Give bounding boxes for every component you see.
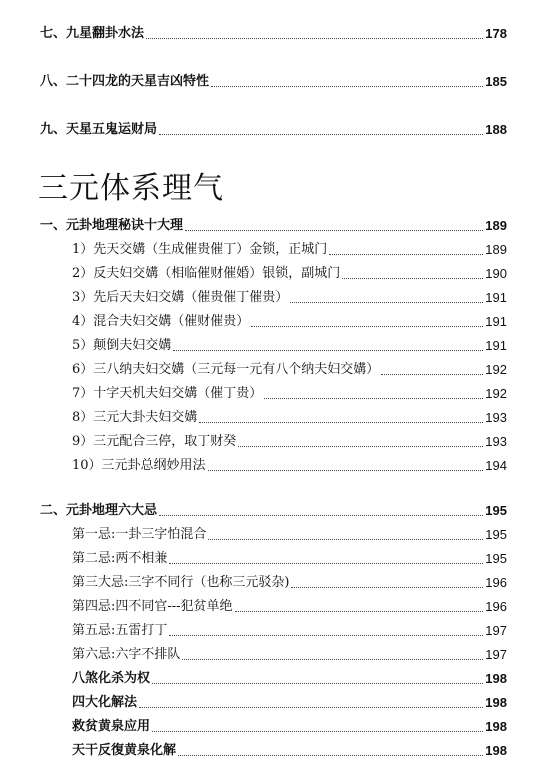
toc-entry-label: 八、二十四龙的天星吉凶特性 — [40, 74, 210, 89]
toc-entry[interactable] — [72, 458, 507, 474]
toc-entry[interactable] — [72, 647, 507, 663]
toc-entry[interactable] — [72, 695, 507, 711]
toc-entry[interactable] — [72, 338, 507, 354]
page-number: 178 — [485, 26, 507, 41]
toc-entry-label: 2）反夫妇交媾（相临催财催婚）银锁，副城门 — [72, 266, 341, 281]
page-number: 191 — [485, 338, 507, 353]
dot-leader — [381, 374, 483, 375]
dot-leader — [238, 446, 483, 447]
dot-leader — [291, 587, 483, 588]
toc-entry[interactable] — [40, 122, 507, 138]
toc-entry[interactable] — [72, 410, 507, 426]
page-number: 195 — [485, 551, 507, 566]
dot-leader — [251, 326, 483, 327]
toc-entry-label: 3）先后天夫妇交媾（催贵催丁催贵） — [72, 290, 289, 305]
page-number: 197 — [485, 623, 507, 638]
toc-chapter-heading[interactable] — [40, 218, 507, 234]
toc-entry-label: 5）颠倒夫妇交媾 — [72, 338, 172, 353]
toc-entry[interactable] — [40, 74, 507, 90]
dot-leader — [159, 515, 483, 516]
dot-leader — [139, 707, 483, 708]
dot-leader — [264, 398, 483, 399]
toc-entry-label: 第六忌:六字不排队 — [72, 647, 181, 662]
toc-entry-label: 1）先天交媾（生成催贵催丁）金锁，正城门 — [72, 242, 328, 257]
toc-entry[interactable] — [72, 434, 507, 450]
dot-leader — [290, 302, 483, 303]
page-number: 193 — [485, 434, 507, 449]
toc-entry[interactable] — [72, 671, 507, 687]
dot-leader — [199, 422, 483, 423]
page-number: 198 — [485, 743, 507, 758]
dot-leader — [208, 539, 483, 540]
toc-entry-label: 天干反復黄泉化解 — [72, 743, 177, 758]
dot-leader — [235, 611, 484, 612]
dot-leader — [208, 470, 484, 471]
toc-entry[interactable] — [72, 314, 507, 330]
toc-entry[interactable] — [72, 623, 507, 639]
toc-entry-label: 七、九星翻卦水法 — [40, 26, 145, 41]
toc-entry[interactable] — [72, 266, 507, 282]
page-number: 198 — [485, 695, 507, 710]
dot-leader — [342, 278, 483, 279]
dot-leader — [182, 659, 483, 660]
page-number: 195 — [485, 503, 507, 518]
section-title: 三元体系理气 — [38, 171, 224, 206]
toc-entry[interactable] — [72, 575, 507, 591]
toc-entry[interactable] — [72, 719, 507, 735]
dot-leader — [211, 86, 483, 87]
page-number: 188 — [485, 122, 507, 137]
toc-entry-label: 7）十字天机夫妇交媾（催丁贵） — [72, 386, 263, 401]
toc-chapter-heading[interactable] — [40, 503, 507, 519]
toc-entry[interactable] — [72, 386, 507, 402]
page-number: 185 — [485, 74, 507, 89]
toc-entry-label: 二、元卦地理六大忌 — [40, 503, 158, 518]
toc-entry-label: 四大化解法 — [72, 695, 138, 710]
dot-leader — [178, 755, 483, 756]
page-number: 192 — [485, 362, 507, 377]
page-number: 195 — [485, 527, 507, 542]
toc-entry-label: 第三大忌:三字不同行（也称三元驳杂) — [72, 575, 290, 590]
page-number: 190 — [485, 266, 507, 281]
page-number: 198 — [485, 719, 507, 734]
page-number: 189 — [485, 218, 507, 233]
toc-entry-label: 九、天星五鬼运财局 — [40, 122, 158, 137]
page-number: 191 — [485, 314, 507, 329]
toc-entry-label: 第五忌:五雷打丁 — [72, 623, 168, 638]
toc-entry-label: 第四忌:四不同官---犯贫单绝 — [72, 599, 233, 614]
page-number: 196 — [485, 599, 507, 614]
dot-leader — [169, 635, 483, 636]
dot-leader — [329, 254, 483, 255]
dot-leader — [152, 683, 483, 684]
toc-entry[interactable] — [40, 26, 507, 42]
page-number: 191 — [485, 290, 507, 305]
toc-entry[interactable] — [72, 362, 507, 378]
toc-entry-label: 一、元卦地理秘诀十大理 — [40, 218, 184, 233]
toc-entry-label: 第一忌:一卦三字怕混合 — [72, 527, 207, 542]
page-number: 193 — [485, 410, 507, 425]
toc-entry[interactable] — [72, 527, 507, 543]
dot-leader — [185, 230, 483, 231]
toc-entry-label: 救贫黄泉应用 — [72, 719, 151, 734]
toc-entry[interactable] — [72, 599, 507, 615]
page-number: 189 — [485, 242, 507, 257]
dot-leader — [173, 350, 483, 351]
page-number: 192 — [485, 386, 507, 401]
page-number: 194 — [485, 458, 507, 473]
dot-leader — [152, 731, 483, 732]
toc-entry-label: 第二忌:两不相兼 — [72, 551, 168, 566]
toc-entry[interactable] — [72, 242, 507, 258]
dot-leader — [146, 38, 483, 39]
toc-entry-label: 9）三元配合三停，取丁财癸 — [72, 434, 237, 449]
toc-entry-label: 10）三元卦总纲妙用法 — [72, 458, 206, 473]
toc-entry-label: 八煞化杀为权 — [72, 671, 151, 686]
page-number: 196 — [485, 575, 507, 590]
dot-leader — [159, 134, 483, 135]
toc-entry[interactable] — [72, 743, 507, 759]
toc-entry-label: 8）三元大卦夫妇交媾 — [72, 410, 198, 425]
page-number: 197 — [485, 647, 507, 662]
dot-leader — [169, 563, 483, 564]
toc-entry[interactable] — [72, 290, 507, 306]
toc-entry-label: 6）三八纳夫妇交媾（三元每一元有八个纳夫妇交媾） — [72, 362, 380, 377]
toc-entry[interactable] — [72, 551, 507, 567]
page-number: 198 — [485, 671, 507, 686]
toc-entry-label: 4）混合夫妇交媾（催财催贵） — [72, 314, 250, 329]
